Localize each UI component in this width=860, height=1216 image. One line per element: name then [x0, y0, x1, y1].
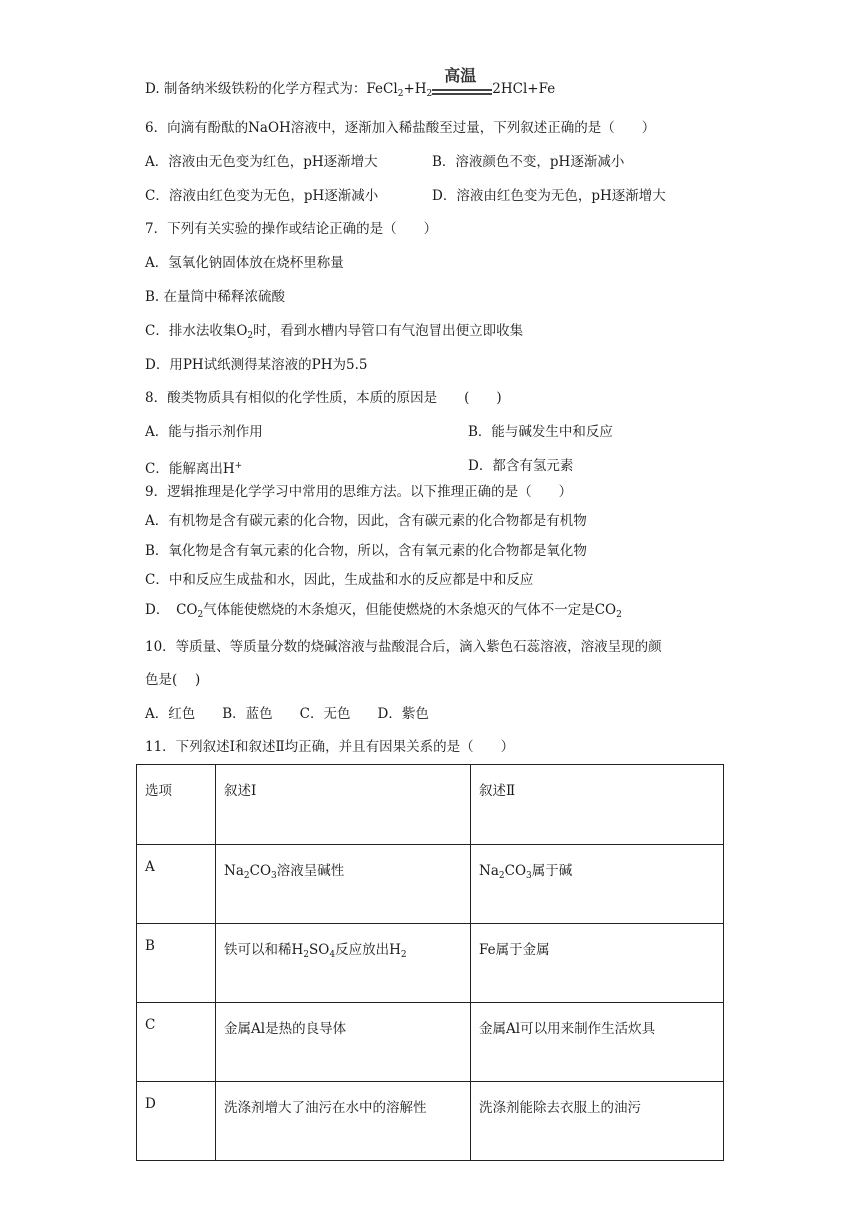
- q8-stem: 8．酸类物质具有相似的化学性质，本质的原因是 ( ): [145, 390, 502, 406]
- sub-2: 2: [197, 610, 204, 620]
- sub-3: 3: [271, 871, 277, 881]
- sub-4: 4: [329, 950, 336, 960]
- reaction-condition: 高温: [444, 65, 477, 85]
- q9d-mid: 气体能使燃烧的木条熄灭，但能使燃烧的木条熄灭的气体不一定是CO: [203, 602, 617, 618]
- sub-2: 2: [498, 871, 505, 881]
- header-statement-2: 叙述Ⅱ: [471, 765, 724, 845]
- row-statement-1: 洗涤剂增大了油污在水中的溶解性: [216, 1082, 471, 1161]
- sub-2: 2: [247, 331, 254, 341]
- q6-option-a: A．溶液由无色变为红色，pH逐渐增大: [145, 154, 378, 170]
- q7c-post: 时，看到水槽内导管口有气泡冒出便立即收集: [253, 323, 524, 339]
- q7-option-a: A．氢氧化钠固体放在烧杯里称量: [145, 255, 344, 271]
- row-option: B: [137, 924, 216, 1003]
- q6-option-b: B．溶液颜色不变，pH逐渐减小: [432, 154, 625, 170]
- q9-option-b: B．氧化物是含有氧元素的化合物，所以，含有氧元素的化合物都是氧化物: [145, 543, 587, 559]
- q10-stem-line2: 色是( ): [145, 672, 201, 688]
- table-row: [137, 924, 724, 1003]
- row-option: C: [137, 1003, 216, 1082]
- q7-option-b: B. 在量筒中稀释浓硫酸: [145, 289, 286, 305]
- header-option: 选项: [137, 765, 216, 845]
- q5-option-d: [145, 65, 556, 104]
- q8-option-a: A．能与指示剂作用: [145, 424, 263, 440]
- q10-stem-line1: 10．等质量、等质量分数的烧碱溶液与盐酸混合后，滴入紫色石蕊溶液，溶液呈现的颜: [145, 639, 662, 655]
- row-statement-2: 金属Al可以用来制作生活炊具: [471, 1003, 724, 1082]
- text-part: Na: [479, 863, 499, 879]
- table-header-row: [137, 765, 724, 845]
- q9-option-a: A．有机物是含有碳元素的化合物，因此，含有碳元素的化合物都是有机物: [145, 513, 587, 529]
- text-part: 铁可以和稀H: [224, 942, 304, 958]
- q8-option-b: B．能与碱发生中和反应: [468, 424, 613, 440]
- sub-2: 2: [616, 610, 622, 620]
- row-statement-1: [216, 845, 471, 924]
- table-row: [137, 1082, 724, 1161]
- q6-stem: 6．向滴有酚酞的NaOH溶液中，逐渐加入稀盐酸至过量，下列叙述正确的是（ ）: [145, 120, 656, 136]
- q9-option-c: C．中和反应生成盐和水，因此，生成盐和水的反应都是中和反应: [145, 572, 534, 588]
- q8c-text: C．能解离出H: [145, 461, 235, 477]
- sub-2: 2: [303, 950, 310, 960]
- q11-stem: 11．下列叙述Ⅰ和叙述Ⅱ均正确，并且有因果关系的是（ ）: [145, 739, 515, 755]
- q11-table: [136, 764, 724, 1161]
- q6-option-d: D．溶液由红色变为无色，pH逐渐增大: [432, 188, 666, 204]
- row-statement-2: Fe属于金属: [471, 924, 724, 1003]
- table-row: [137, 1003, 724, 1082]
- q7-option-d: D．用PH试纸测得某溶液的PH为5.5: [145, 357, 368, 373]
- text-part: 溶液呈碱性: [276, 863, 345, 879]
- row-statement-2: 洗涤剂能除去衣服上的油污: [471, 1082, 724, 1161]
- q5d-prefix: D. 制备纳米级铁粉的化学方程式为：FeCl: [145, 81, 398, 97]
- row-option: D: [137, 1082, 216, 1161]
- sup-plus: +: [234, 461, 243, 471]
- q7c-pre: C．排水法收集O: [145, 323, 248, 339]
- text-part: SO: [309, 942, 330, 958]
- q9d-pre: D． CO: [145, 602, 198, 618]
- row-statement-1: [216, 924, 471, 1003]
- row-statement-2: [471, 845, 724, 924]
- text-part: 属于碱: [531, 863, 573, 879]
- q8-option-c: [145, 456, 242, 479]
- q10-options: A．红色 B．蓝色 C．无色 D．紫色: [145, 706, 429, 722]
- sub-2: 2: [426, 89, 433, 99]
- table-row: [137, 845, 724, 924]
- row-statement-1: 金属Al是热的良导体: [216, 1003, 471, 1082]
- sub-2: 2: [243, 871, 250, 881]
- q7-option-c: [145, 321, 523, 346]
- sub-3: 3: [526, 871, 532, 881]
- q6-option-c: C．溶液由红色变为无色，pH逐渐减小: [145, 188, 379, 204]
- text-part: CO: [249, 863, 272, 879]
- q7-stem: 7．下列有关实验的操作或结论正确的是（ ）: [145, 221, 438, 237]
- row-option: A: [137, 845, 216, 924]
- reaction-condition-arrow: [432, 65, 492, 100]
- text-part: 反应放出H: [335, 942, 401, 958]
- q8-option-d: D．都含有氢元素: [468, 458, 574, 474]
- text-part: Na: [224, 863, 244, 879]
- q9-stem: 9．逻辑推理是化学学习中常用的思维方法。以下推理正确的是（ ）: [145, 484, 573, 500]
- header-statement-1: 叙述Ⅰ: [216, 765, 471, 845]
- sub-2: 2: [397, 89, 404, 99]
- sub-2: 2: [400, 950, 407, 960]
- text-part: CO: [504, 863, 527, 879]
- q5d-h: +H: [403, 81, 427, 97]
- q5d-suffix: 2HCl+Fe: [492, 81, 556, 97]
- q9-option-d: [145, 600, 622, 625]
